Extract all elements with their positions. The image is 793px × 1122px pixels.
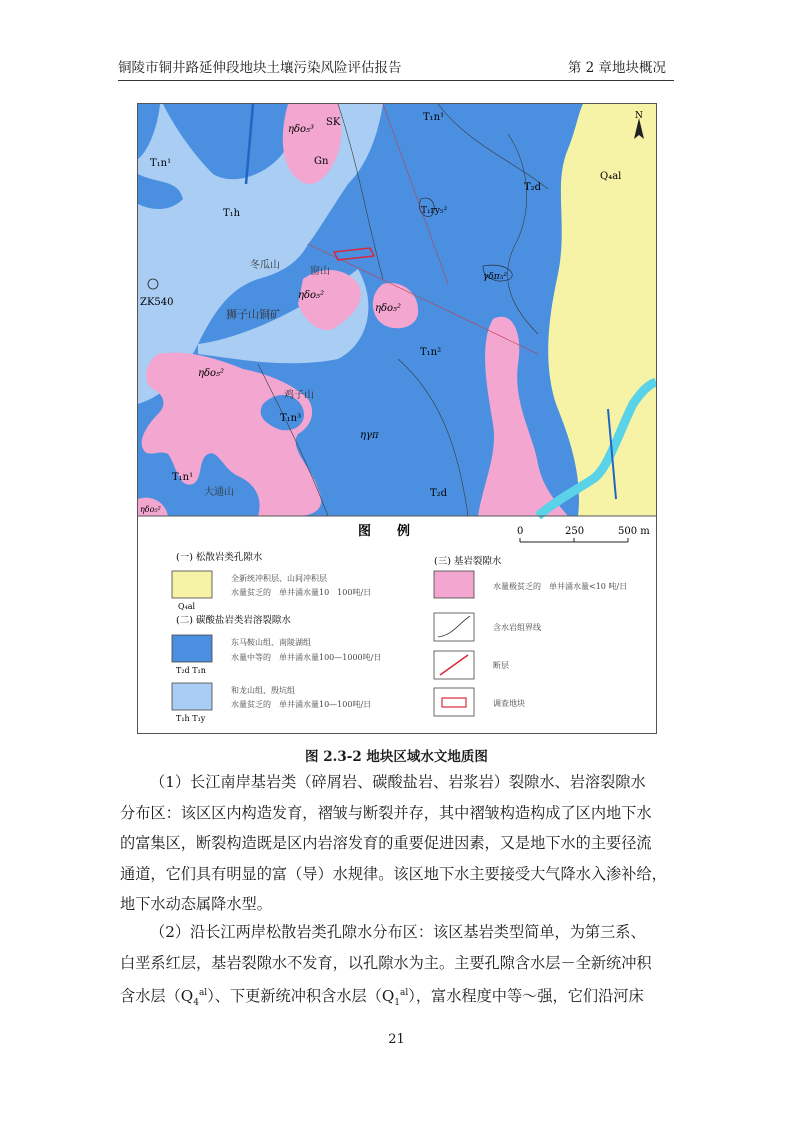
label-dongguashan: 冬瓜山 [250,260,280,271]
legend-sec2b-desc1: 和龙山组、殷坑组 [231,686,295,695]
label-dashan: 大通山 [204,487,234,498]
legend-site: 调查地块 [493,699,525,708]
swatch-carbonate-medium [172,635,212,662]
swatch-carbonate-medium-code: T₂d T₁n [176,666,206,675]
legend-sec3-desc: 水量极贫乏的 单井涌水量<10 吨/日 [493,582,628,591]
scale-label-0: 0 [517,526,524,537]
paragraph-2-line-2: 白垩系红层，基岩裂隙水不发育，以孔隙水为主。主要孔隙含水层－全新统冲积 [120,953,652,972]
label-eta2: ηδo₅² [298,290,325,301]
paragraph-2-line-1: （2）沿长江两岸松散岩类孔隙水分布区：该区基岩类型简单，为第三系、 [150,923,646,941]
legend-sec1-desc2: 水量贫乏的 单井涌水量10 100吨/日 [231,588,372,597]
label-eta3: ηδo₅² [375,303,402,314]
label-tin1-b: T₁n¹ [423,112,445,123]
swatch-loose [172,571,212,598]
label-tn3: T₁n³ [280,413,302,424]
label-hualshan: 窗山 [310,266,330,277]
legend-boundary: 含水岩组界线 [493,623,541,632]
label-tin1-a: T₁n¹ [150,158,172,169]
legend-title: 图 例 [358,524,411,539]
scale-label-250: 250 [565,526,585,537]
legend-sec1-desc1: 全新统冲积层、山间冲积层 [231,574,327,583]
header-title: 铜陵市铜井路延伸段地块土壤污染风险评估报告 [118,60,402,76]
header-rule [118,80,674,81]
paragraph-1 [120,767,674,920]
paragraph-1-line-4: 通道，它们具有明显的富（导）水规律。该区地下水主要接受大气降水入渗补给， [120,864,667,883]
label-corner: ηδo₅² [140,505,161,514]
swatch-carbonate-poor-code: T₁h T₁y [176,714,206,723]
label-try: T₁ry₅² [421,206,448,216]
label-tn2: T₁n² [420,347,442,358]
label-eta4: ηδo₅² [198,368,225,379]
legend-sec2b-desc2: 水量贫乏的 单井涌水量10—100吨/日 [231,700,372,709]
hydrogeology-map [138,104,656,733]
north-label: N [635,111,643,121]
paragraph-1-line-1: （1）长江南岸基岩类（碎屑岩、碳酸盐岩、岩浆岩）裂隙水、岩溶裂隙水 [150,773,646,791]
label-tin1-c: T₁n¹ [172,472,194,483]
label-gn: Gn [314,156,329,167]
label-nyp: ηγπ [360,430,379,441]
label-jizishan: 鸡子山 [284,390,314,401]
swatch-site [434,688,474,716]
scale-bar [520,538,628,542]
swatch-loose-code: Q₄al [178,602,196,611]
label-zk540: ZK540 [140,297,174,308]
label-t2d-b: T₂d [430,488,448,499]
paragraph-2-line-3: 含水层$(Q_4^{al})$、下更新统冲积含水层$(Q_1^{al})$，富水程度中等～强，它们沿河床 [120,987,644,1009]
label-t2d-a: T₂d [524,182,542,193]
legend-fault: 断层 [493,661,509,670]
legend-sec2: (二) 碳酸盐岩类岩溶裂隙水 [176,615,291,626]
label-sk: SK [326,117,341,128]
legend [172,523,650,723]
label-shizishan: 狮子山铜矿 [226,308,281,321]
header-chapter: 第 2 章地块概况 [567,60,666,76]
legend-sec2a-desc1: 东马鞍山组、南陵湖组 [231,638,311,647]
legend-sec1: (一) 松散岩类孔隙水 [176,552,263,563]
hydrogeology-figure [137,103,657,734]
page-number: 21 [388,1032,405,1047]
label-yrp: γδπ₅² [483,272,507,282]
scale-label-500: 500 m [618,526,650,537]
label-eta1: ηδo₅³ [288,124,315,135]
legend-sec2a-desc2: 水量中等的 单井涌水量100—1000吨/日 [231,653,382,662]
swatch-bedrock [434,571,474,598]
label-q4: Q₄al [600,171,622,182]
paragraph-2 [120,917,674,1019]
label-tih: T₁h [223,208,241,219]
paragraph-1-line-3: 的富集区，断裂构造既是区内岩溶发育的重要促进因素，又是地下水的主要径流 [120,834,652,852]
figure-caption: 图 2.3-2 地块区域水文地质图 [305,749,488,765]
paragraph-1-line-5: 地下水动态属降水型。 [120,895,272,913]
swatch-carbonate-poor [172,683,212,710]
legend-sec3: (三) 基岩裂隙水 [434,556,502,567]
paragraph-1-line-2: 分布区：该区区内构造发育，褶皱与断裂并存，其中褶皱构造构成了区内地下水 [120,803,652,822]
